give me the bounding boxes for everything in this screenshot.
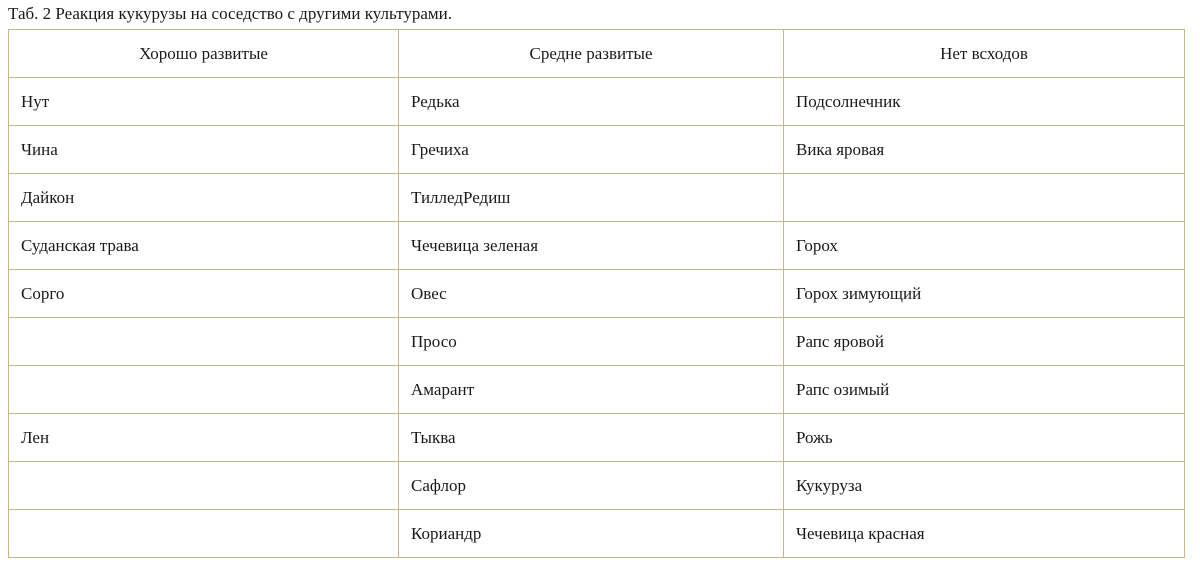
cell-well-developed: Лен [9, 414, 399, 462]
cell-no-sprouts: Рожь [784, 414, 1185, 462]
cell-medium-developed: ТилледРедиш [399, 174, 784, 222]
cell-well-developed: Нут [9, 78, 399, 126]
cell-medium-developed: Кориандр [399, 510, 784, 558]
table-header-row [9, 30, 1185, 78]
table-row [9, 414, 1185, 462]
table-row [9, 462, 1185, 510]
cell-no-sprouts: Горох [784, 222, 1185, 270]
crop-reaction-table [8, 29, 1185, 558]
cell-well-developed [9, 462, 399, 510]
cell-well-developed: Сорго [9, 270, 399, 318]
cell-no-sprouts: Горох зимующий [784, 270, 1185, 318]
cell-no-sprouts: Вика яровая [784, 126, 1185, 174]
table-row [9, 270, 1185, 318]
cell-medium-developed: Тыква [399, 414, 784, 462]
table-row [9, 366, 1185, 414]
column-header-well-developed: Хорошо развитые [9, 30, 399, 78]
cell-medium-developed: Просо [399, 318, 784, 366]
cell-well-developed [9, 318, 399, 366]
table-row [9, 78, 1185, 126]
cell-no-sprouts: Чечевица красная [784, 510, 1185, 558]
cell-medium-developed: Овес [399, 270, 784, 318]
cell-well-developed: Чина [9, 126, 399, 174]
cell-well-developed [9, 510, 399, 558]
table-row [9, 510, 1185, 558]
cell-well-developed: Дайкон [9, 174, 399, 222]
column-header-medium-developed: Средне развитые [399, 30, 784, 78]
cell-no-sprouts [784, 174, 1185, 222]
column-header-no-sprouts: Нет всходов [784, 30, 1185, 78]
table-row [9, 126, 1185, 174]
cell-medium-developed: Амарант [399, 366, 784, 414]
table-row [9, 174, 1185, 222]
cell-no-sprouts: Рапс озимый [784, 366, 1185, 414]
cell-medium-developed: Сафлор [399, 462, 784, 510]
cell-well-developed: Суданская трава [9, 222, 399, 270]
cell-medium-developed: Редька [399, 78, 784, 126]
table-caption: Таб. 2 Реакция кукурузы на соседство с другими культурами. [8, 4, 452, 23]
cell-no-sprouts: Рапс яровой [784, 318, 1185, 366]
cell-medium-developed: Гречиха [399, 126, 784, 174]
cell-no-sprouts: Подсолнечник [784, 78, 1185, 126]
cell-no-sprouts: Кукуруза [784, 462, 1185, 510]
table-row [9, 318, 1185, 366]
cell-medium-developed: Чечевица зеленая [399, 222, 784, 270]
table-row [9, 222, 1185, 270]
cell-well-developed [9, 366, 399, 414]
